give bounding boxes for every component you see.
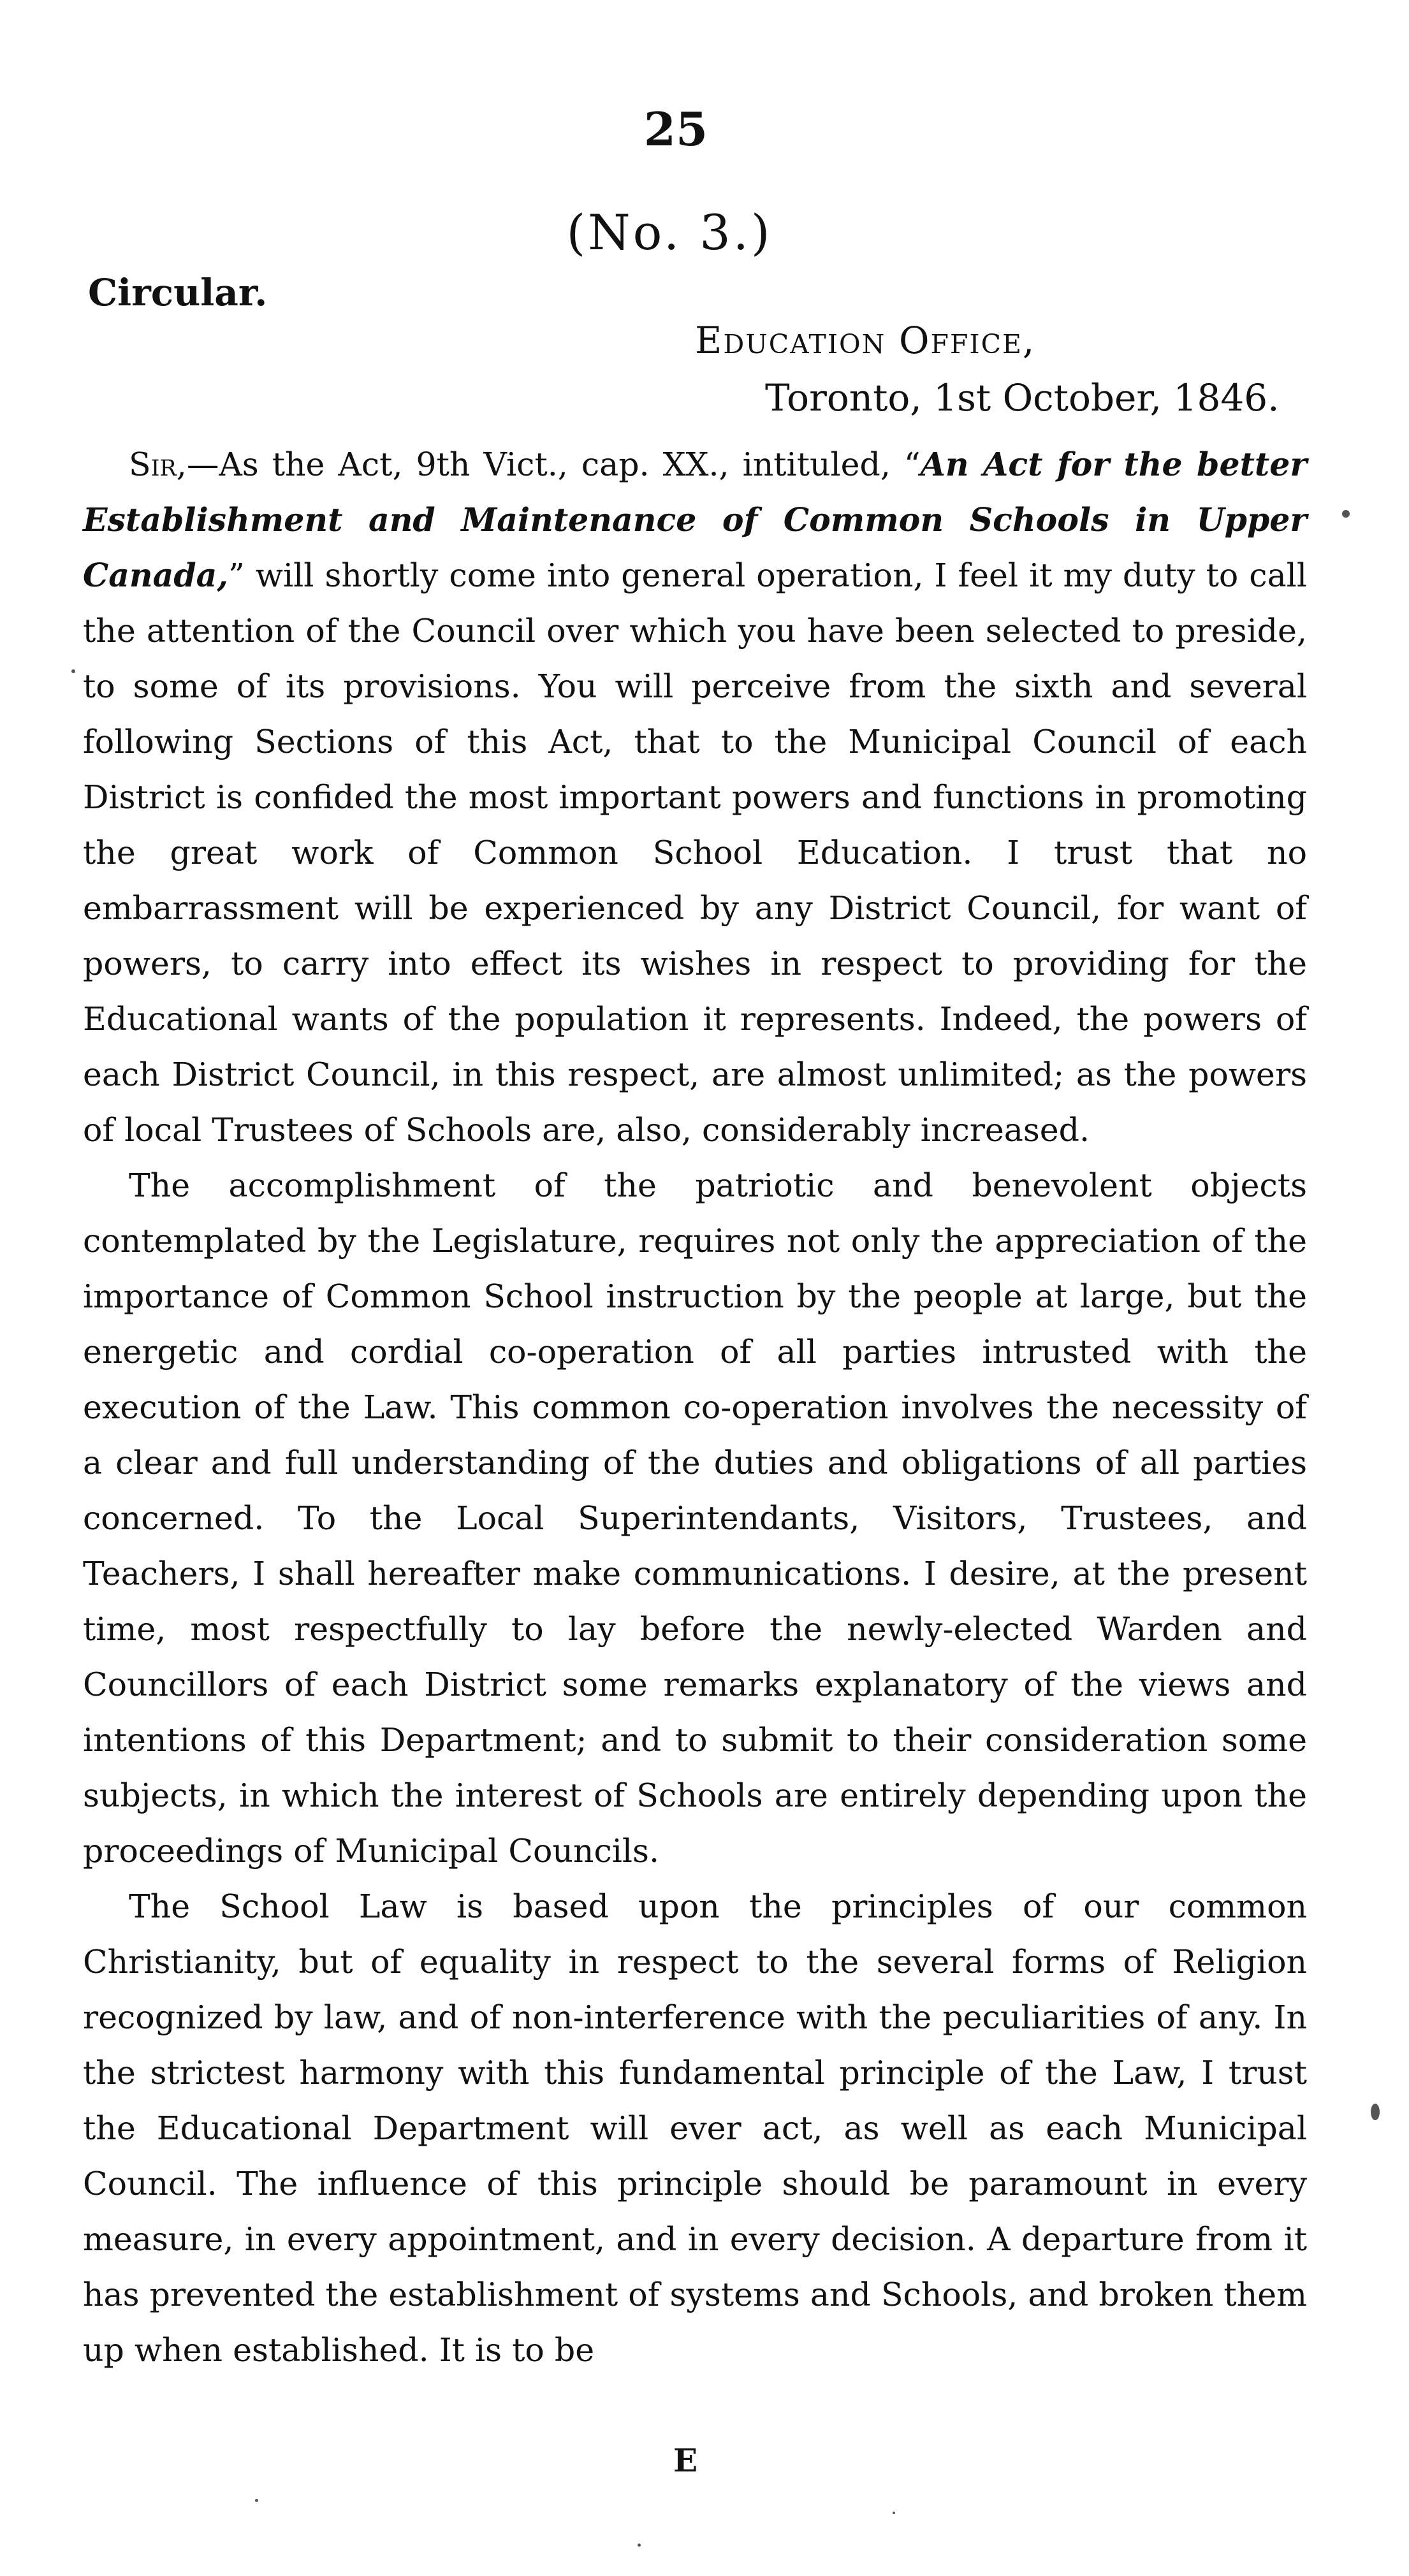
office-heading: Education Office,: [695, 319, 1036, 362]
letter-body: [83, 437, 1307, 2378]
document-number: (No. 3.): [566, 204, 773, 261]
salutation: Sir,: [129, 446, 187, 483]
paragraph-3: The School Law is based upon the principles of our common Christianity, but of equality in respect to the several forms of Religion recognized by law, and of non-interference with the peculiarities of any. In the strictest harmony with this fundamental principle of the Law, I trust the Educational Department will ever act, as well as each Municipal Council. The influence of this principle should be paramount in every measure, in every appointment, and in every decision. A departure from it has prevented the establishment of systems and Schools, and broken them up when established. It is to be: [83, 1888, 1307, 2369]
dateline: Toronto, 1st October, 1846.: [765, 376, 1280, 419]
paragraph-2: The accomplishment of the patriotic and benevolent objects contemplated by the Legislature, requires not only the appreciation of the importance of Common School instruction by the people at large, but the energetic and cordial co-operation of all parties intrusted with the execution of the Law. This common co-operation involves the necessity of a clear and full understanding of the duties and obligations of all parties concerned. To the Local Superintendants, Visitors, Trustees, and Teachers, I shall hereafter make communications. I desire, at the present time, most respectfully to lay before the newly-elected Warden and Councillors of each District some remarks explanatory of the views and intentions of this Department; and to submit to their consideration some subjects, in which the interest of Schools are entirely depending upon the proceedings of Municipal Councils.: [83, 1167, 1307, 1870]
page-number: 25: [643, 102, 708, 156]
print-speck: [893, 2512, 895, 2514]
signature-mark: E: [673, 2441, 698, 2479]
print-speck: [71, 669, 75, 673]
print-speck: [1342, 510, 1350, 518]
print-speck: [1371, 2104, 1380, 2120]
print-speck: [638, 2543, 641, 2547]
paragraph-1: [83, 437, 1307, 1158]
paragraph-1-rest: ” will shortly come into general operation, I feel it my duty to call the attention of the Council over which you have been selected to preside, to some of its provisions. You will perceive from the sixth and several following Sections of this Act, that to the Municipal Council of each District is confided the most important powers and functions in promoting the great work of Common School Education. I trust that no embarrassment will be experienced by any District Council, for want of powers, to carry into effect its wishes in respect to providing for the Educational wants of the population it represents. Indeed, the powers of each District Council, in this respect, are almost unlimited; as the powers of local Trustees of Schools are, also, considerably increased.: [83, 557, 1307, 1149]
print-speck: [255, 2499, 258, 2502]
circular-label: Circular.: [88, 271, 268, 314]
act-title: An Act for the better Establishment and Maintenance of Common Schools in Upper Canada,: [83, 446, 1307, 594]
paragraph-1-intro: —As the Act, 9th Vict., cap. XX., intituled, “: [186, 446, 921, 483]
